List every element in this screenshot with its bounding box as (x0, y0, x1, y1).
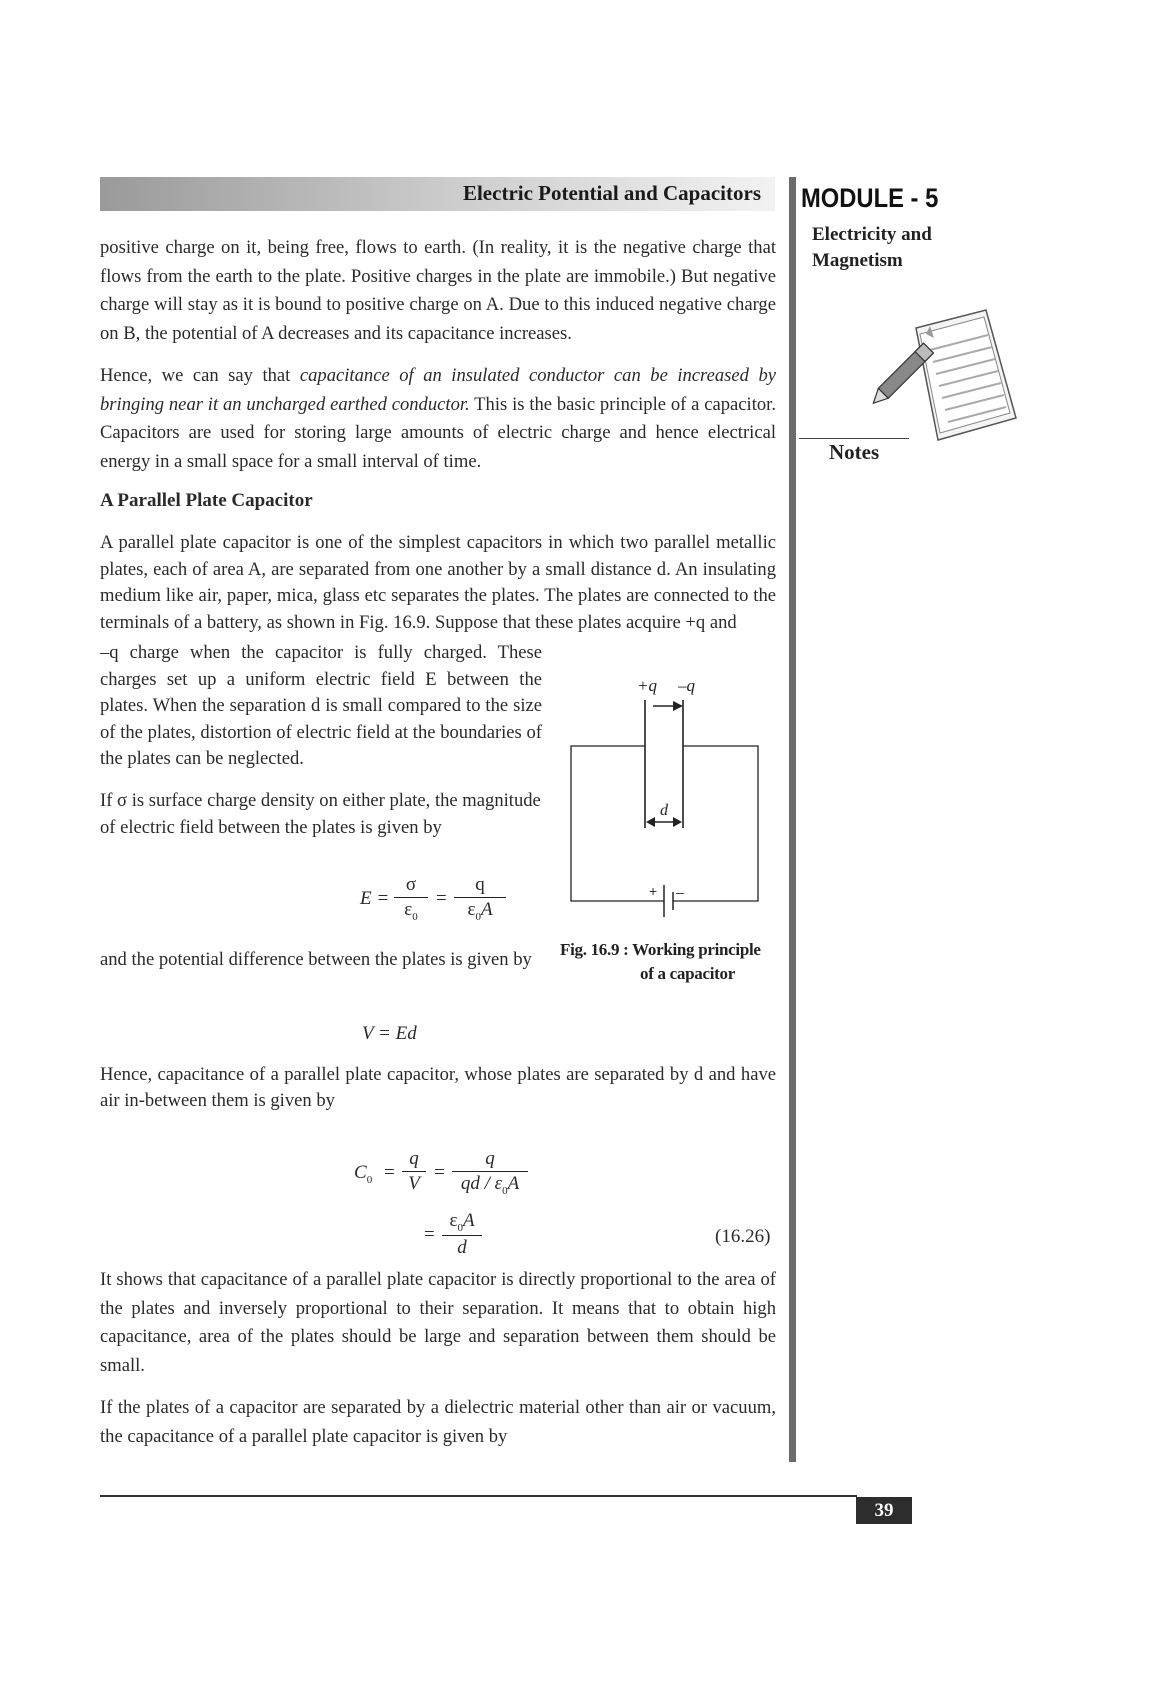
fraction-q-over-v: $\frac{q}{V}$ (402, 1148, 426, 1195)
paragraph-1: positive charge on it, being free, flows to earth. (In reality, it is the negative charge that flows from the earth to the plate. Positive charges in the plate are immobile.) But negative charge will stay as it is bound to positive charge on A. Due to this induced negative charge on B, the potential of A decreases and its capacitance increases. (100, 237, 776, 344)
paragraph-6: Hence, capacitance of a parallel plate capacitor, whose plates are separated by d and have air in-between them is given by (100, 1064, 776, 1111)
paragraph-3-continued: –q charge when the capacitor is fully charged. These charges set up a uniform electric field E between the plates. When the separation d is small compared to the size of the plates, distortion of electric field at the boundaries of the plates can be neglected. (100, 642, 542, 770)
paragraph-4: If σ is surface charge density on either plate, the magnitude of electric field between the plates is given by (100, 790, 541, 838)
equation-capacitance: $C_0$ = $\frac{q}{V}$ = $\frac{q}{qd / \varepsilon_0A}$ (354, 1148, 534, 1218)
equation-number: (16.26) (715, 1226, 771, 1247)
module-subtitle: Electricity and Magnetism (812, 224, 932, 271)
section-heading: A Parallel Plate Capacitor (100, 490, 313, 511)
label-plus-q: +q (637, 676, 657, 695)
equation-potential: V = Ed (362, 1023, 417, 1044)
fraction-sigma: $\frac{\sigma}{\varepsilon_0}$ (394, 874, 428, 923)
page-title: Electric Potential and Capacitors (462, 181, 761, 205)
module-label: MODULE - 5 (801, 183, 939, 213)
figure-caption: Fig. 16.9 : Working principle of a capacitor (560, 940, 761, 983)
fraction-epsilon-a-over-d: $\frac{\varepsilon_0A}{d}$ (442, 1210, 482, 1259)
notes-label: Notes (829, 440, 880, 464)
equation-electric-field: E = $\frac{\sigma}{\varepsilon_0}$ = $\frac{q}{\varepsilon_0A}$ (360, 876, 520, 946)
svg-text:+: + (649, 883, 658, 899)
equation-capacitance-result: = $\frac{\varepsilon_0A}{d}$ (424, 1210, 504, 1270)
paragraph-7: It shows that capacitance of a parallel plate capacitor is directly proportional to the area of the plates and inversely proportional to their separation. It means that to obtain high capacitance, area of the plates should be large and separation between them should be small. (100, 1269, 776, 1376)
label-minus-q: –q (678, 676, 695, 695)
margin-divider (789, 177, 796, 1462)
fraction-q: $\frac{q}{\varepsilon_0A}$ (454, 874, 506, 923)
capacitor-diagram (565, 670, 785, 920)
page-number: 39 (856, 1497, 912, 1524)
paragraph-5: and the potential difference between the plates is given by (100, 949, 532, 970)
label-d: d (660, 802, 668, 819)
header-band (100, 177, 775, 211)
paragraph-3: A parallel plate capacitor is one of the simplest capacitors in which two parallel metallic plates, each of area A, are separated from one another by a small distance d. An insulating medium like air, paper, mica, glass etc separates the plates. The plates are connected to the terminals of a battery, as shown in Fig. 16.9. Suppose that these plates acquire +q and (100, 532, 776, 633)
paragraph-2: Hence, we can say that capacitance of an insulated conductor can be increased by bringing near it an uncharged earthed conductor. This is the basic principle of a capacitor. Capacitors are used for storing large amounts of electric charge and hence electrical energy in a small space for a small interval of time. (100, 365, 776, 472)
fraction-q-over-qd: $\frac{q}{qd / \varepsilon_0A}$ (452, 1148, 528, 1197)
notes-divider (799, 438, 909, 439)
svg-text:–: – (676, 884, 684, 900)
paragraph-8: If the plates of a capacitor are separated by a dielectric material other than air or vacuum, the capacitance of a parallel plate capacitor is given by (100, 1397, 776, 1447)
notepad-pencil-icon (868, 300, 1028, 460)
circuit-wire-right (673, 746, 758, 901)
footer-rule (100, 1495, 857, 1497)
